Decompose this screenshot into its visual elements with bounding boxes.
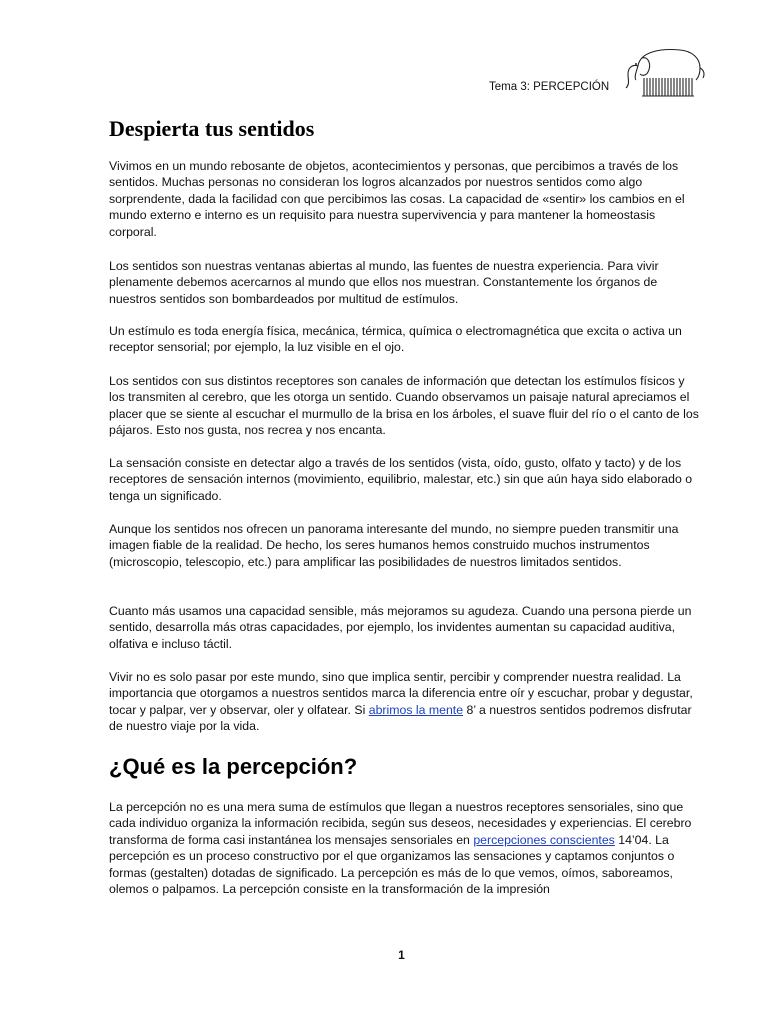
paragraph-7: Cuanto más usamos una capacidad sensible, más mejoramos su agudeza. Cuando una persona pierde un sentido, desarrolla más otras capacidades, por ejemplo, los invidentes aumentan su capacidad auditiva, olfativa e incluso táctil. xyxy=(109,604,692,651)
perception-text-end: 14’04. La percepción es un proceso constructivo por el que organizamos las sensaciones y captamos conjuntos o formas (gestalten) dotadas de significado. La percepción es más de lo que vemos, oímos, saboreamos, olemos o palpamos. La percepción consiste en la transformación de la impresión xyxy=(109,832,675,897)
elephant-illusion-icon xyxy=(620,44,708,100)
paragraph-3: Un estímulo es toda energía física, mecánica, térmica, química o electromagnética que excita o activa un receptor sensorial; por ejemplo, la luz visible en el ojo. xyxy=(109,324,682,355)
section-title-senses: Despierta tus sentidos xyxy=(109,116,315,141)
paragraph-1: Vivimos en un mundo rebosante de objetos, acontecimientos y personas, que percibimos a través de los sentidos. Muchas personas no consideran los logros alcanzados por nuestros sentidos como algo sorprendente, dada la facilidad con que percibimos las cosas. La capacidad de «sentir» los cambios en el mundo externo e interno es un requisito para nuestra supervivencia y para mantener la homeostasis corporal. xyxy=(109,159,685,239)
header-topic: Tema 3: PERCEPCIÓN xyxy=(489,81,610,93)
section-title-perception: ¿Qué es la percepción? xyxy=(109,754,358,779)
link-abrimos-la-mente[interactable]: abrimos la mente xyxy=(368,702,464,717)
paragraph-8-text-end: 8’ a nuestros sentidos podremos disfrutar de nuestro viaje por la vida. xyxy=(109,702,692,734)
link-percepciones-conscientes[interactable]: percepciones conscientes xyxy=(473,832,615,847)
paragraph-2: Los sentidos son nuestras ventanas abiertas al mundo, las fuentes de nuestra experiencia. Para vivir plenamente debemos acercarnos al mundo que ellos nos muestran. Constantemente los órganos de nuestros sentidos son bombardeados por multitud de estímulos. xyxy=(109,259,659,306)
paragraph-4: Los sentidos con sus distintos receptores son canales de información que detectan los estímulos físicos y los transmiten al cerebro, que les otorga un sentido. Cuando observamos un paisaje natural apreciamos el placer que se siente al escuchar el murmullo de la brisa en los árboles, el suave fluir del río o el canto de los pájaros. Esto nos gusta, nos recrea y nos encanta. xyxy=(109,374,699,438)
paragraph-8 xyxy=(109,669,699,735)
paragraph-8-text-start: Vivir no es solo pasar por este mundo, sino que implica sentir, percibir y comprender nuestra realidad. La importancia que otorgamos a nuestros sentidos marca la diferencia entre oír y escuchar, probar y degustar, tocar y palpar, ver y observar, oler y olfatear. Si xyxy=(109,670,693,717)
paragraph-6: Aunque los sentidos nos ofrecen un panorama interesante del mundo, no siempre pueden transmitir una imagen fiable de la realidad. De hecho, los seres humanos hemos construido muchos instrumentos (microscopio, telescopio, etc.) para amplificar las posibilidades de nuestros limitados sentidos. xyxy=(109,522,679,569)
paragraph-perception xyxy=(109,799,699,897)
perception-text-start: La percepción no es una mera suma de estímulos que llegan a nuestros receptores sensoriales, sino que cada individuo organiza la información recibida, según sus deseos, necesidades y experiencias. El cerebro transforma de forma casi instantánea los mensajes sensoriales en xyxy=(109,800,692,847)
paragraph-5: La sensación consiste en detectar algo a través de los sentidos (vista, oído, gusto, olfato y tacto) y de los receptores de sensación internos (movimiento, equilibrio, malestar, etc.) sin que aún haya sido elaborado o tenga un significado. xyxy=(109,456,693,503)
page-number: 1 xyxy=(398,948,405,962)
